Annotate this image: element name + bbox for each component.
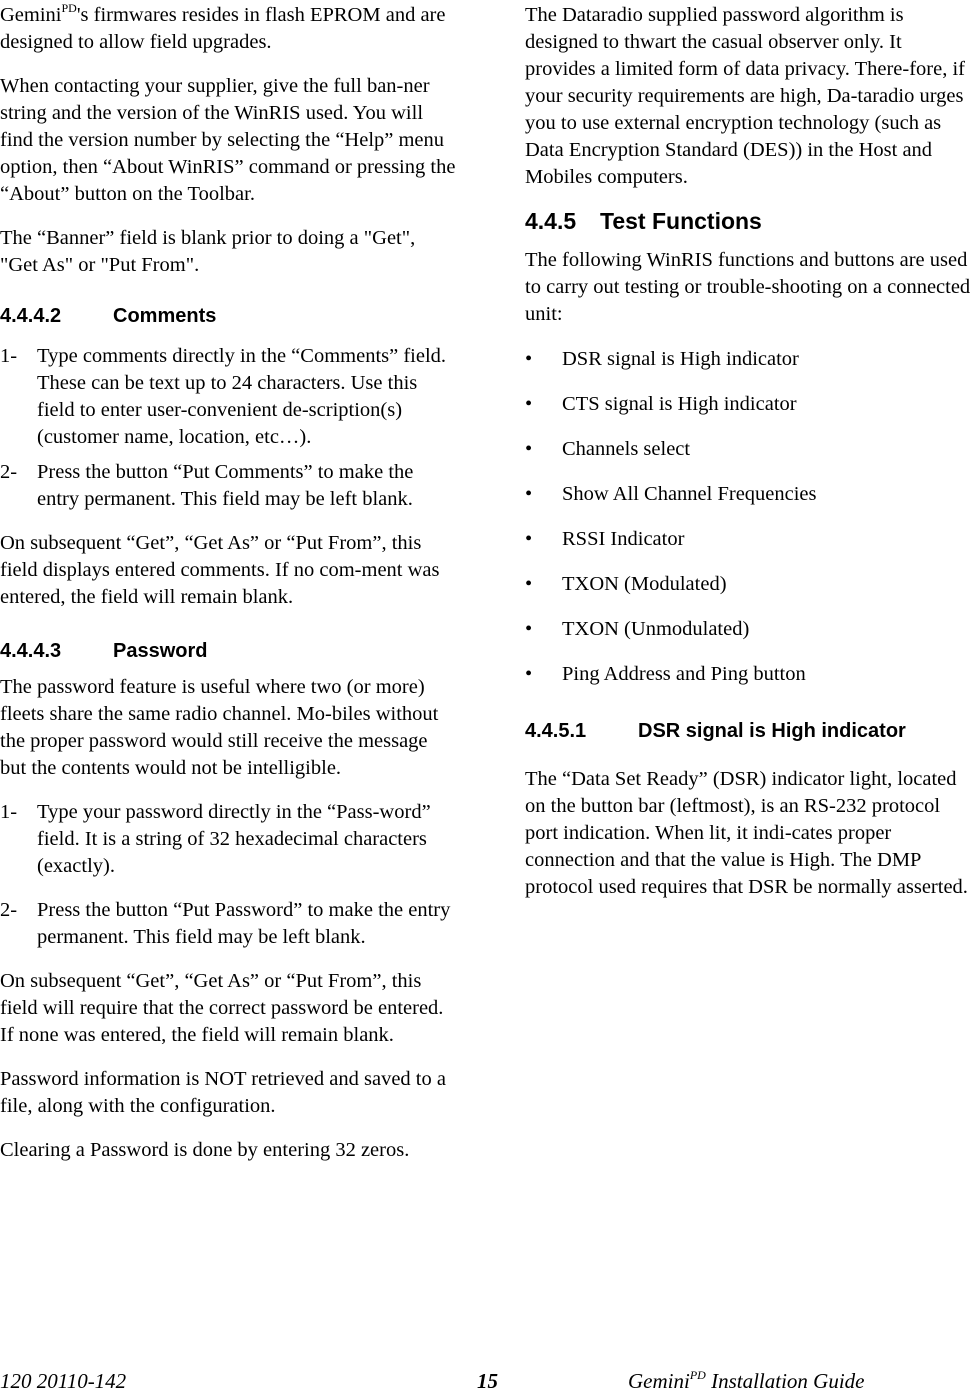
page-number: 15 (477, 1369, 498, 1393)
list-item (525, 391, 972, 418)
comments-heading (0, 303, 458, 329)
list-item-text: TXON (Unmodulated) (562, 618, 750, 640)
algorithm-paragraph: The Dataradio supplied password algorithm is designed to thwart the casual observer only. It provides a limited form of data privacy. There-fore, if your security requirements are high, Da-taradio urges you to use external encryption technology (such as Data Encryption Standard (DES)) in the Host and Mobiles computers. (525, 4, 966, 188)
bullet-glyph: • (525, 483, 533, 505)
comments-followup-paragraph: On subsequent “Get”, “Get As” or “Put From”, this field displays entered comments. If no com-ment was entered, the field will remain blank. (0, 532, 440, 608)
product-name: Gemini (0, 4, 62, 26)
comments-step-2 (0, 459, 458, 513)
bullet-glyph: • (525, 348, 533, 370)
guide-title-text: Installation Guide (705, 1369, 865, 1393)
list-item-text: Channels select (562, 438, 691, 460)
list-item-text: RSSI Indicator (562, 528, 685, 550)
bullet-glyph: • (525, 573, 533, 595)
list-item (525, 616, 972, 643)
password-followup-paragraph: On subsequent “Get”, “Get As” or “Put From”, this field will require that the correct password be entered. If none was entered, the field will remain blank. (0, 970, 444, 1046)
list-item (525, 526, 972, 553)
password-clearing-paragraph: Clearing a Password is done by entering 32 zeros. (0, 1139, 410, 1161)
bullet-glyph: • (525, 528, 533, 550)
list-item-text: TXON (Modulated) (562, 573, 727, 595)
test-functions-heading-number: 4.4.5 (525, 208, 577, 234)
password-storage-paragraph: Password information is NOT retrieved and saved to a file, along with the configuration. (0, 1068, 446, 1117)
comments-heading-number: 4.4.4.2 (0, 305, 62, 327)
password-heading (0, 638, 458, 664)
product-superscript: PD (61, 1, 77, 15)
left-column (0, 0, 458, 1164)
document-number: 120 20110-142 (0, 1369, 127, 1393)
list-item (525, 571, 972, 598)
test-functions-heading-title: Test Functions (600, 208, 762, 234)
guide-title-superscript: PD (689, 1368, 706, 1382)
firmware-text: 's firmwares resides in flash EPROM and are designed to allow field upgrades. (0, 4, 446, 53)
step-number: 1- (0, 801, 18, 823)
guide-title (628, 1369, 865, 1393)
step-text: Type your password directly in the “Pass-word” field. It is a string of 32 hexadecimal characters (exactly). (37, 801, 431, 877)
step-number: 2- (0, 461, 18, 483)
bullet-glyph: • (525, 663, 533, 685)
comments-heading-title: Comments (113, 305, 217, 327)
firmware-paragraph (0, 2, 458, 56)
password-heading-number: 4.4.4.3 (0, 640, 62, 662)
password-step-2 (0, 897, 458, 951)
dsr-heading-number: 4.4.5.1 (525, 720, 587, 742)
right-column (525, 0, 972, 901)
bullet-glyph: • (525, 618, 533, 640)
list-item-text: Show All Channel Frequencies (562, 483, 817, 505)
list-item-text: DSR signal is High indicator (562, 348, 799, 370)
dsr-heading (525, 718, 972, 744)
bullet-glyph: • (525, 393, 533, 415)
step-text: Press the button “Put Comments” to make the entry permanent. This field may be left blank. (37, 461, 414, 510)
step-text: Type comments directly in the “Comments” field. These can be text up to 24 characters. Use this field to enter user-convenient de-scription(s) (customer name, location, etc…). (37, 345, 447, 448)
page-footer (0, 1369, 972, 1393)
list-item (525, 346, 972, 373)
list-item (525, 661, 972, 688)
banner-paragraph: The “Banner” field is blank prior to doing a "Get", "Get As" or "Put From". (0, 227, 416, 276)
step-number: 2- (0, 899, 18, 921)
guide-title-product: Gemini (628, 1369, 690, 1393)
dsr-paragraph: The “Data Set Ready” (DSR) indicator light, located on the button bar (leftmost), is an RS-232 protocol port indication. When lit, it indi-cates proper connection and that the value is High. The DMP protocol used requires that DSR be normally asserted. (525, 768, 968, 898)
bullet-glyph: • (525, 438, 533, 460)
dsr-heading-title: DSR signal is High indicator (638, 720, 906, 742)
test-functions-intro: The following WinRIS functions and buttons are used to carry out testing or trouble-shooting on a connected unit: (525, 249, 971, 325)
supplier-paragraph: When contacting your supplier, give the full ban-ner string and the version of the WinRIS used. You will find the version number by selecting the “Help” menu option, then “About WinRIS” command or pressing the “About” button on the Toolbar. (0, 75, 456, 205)
list-item-text: CTS signal is High indicator (562, 393, 797, 415)
list-item-text: Ping Address and Ping button (562, 663, 806, 685)
step-number: 1- (0, 345, 18, 367)
comments-step-1 (0, 343, 458, 451)
test-functions-heading (525, 207, 972, 235)
test-functions-list (525, 346, 972, 688)
list-item (525, 436, 972, 463)
password-heading-title: Password (113, 640, 208, 662)
step-text: Press the button “Put Password” to make the entry permanent. This field may be left blank. (37, 899, 451, 948)
password-step-1 (0, 799, 458, 880)
list-item (525, 481, 972, 508)
password-intro-paragraph: The password feature is useful where two (or more) fleets share the same radio channel. Mo-biles without the proper password would still receive the message but the contents would not be intelligible. (0, 676, 439, 779)
